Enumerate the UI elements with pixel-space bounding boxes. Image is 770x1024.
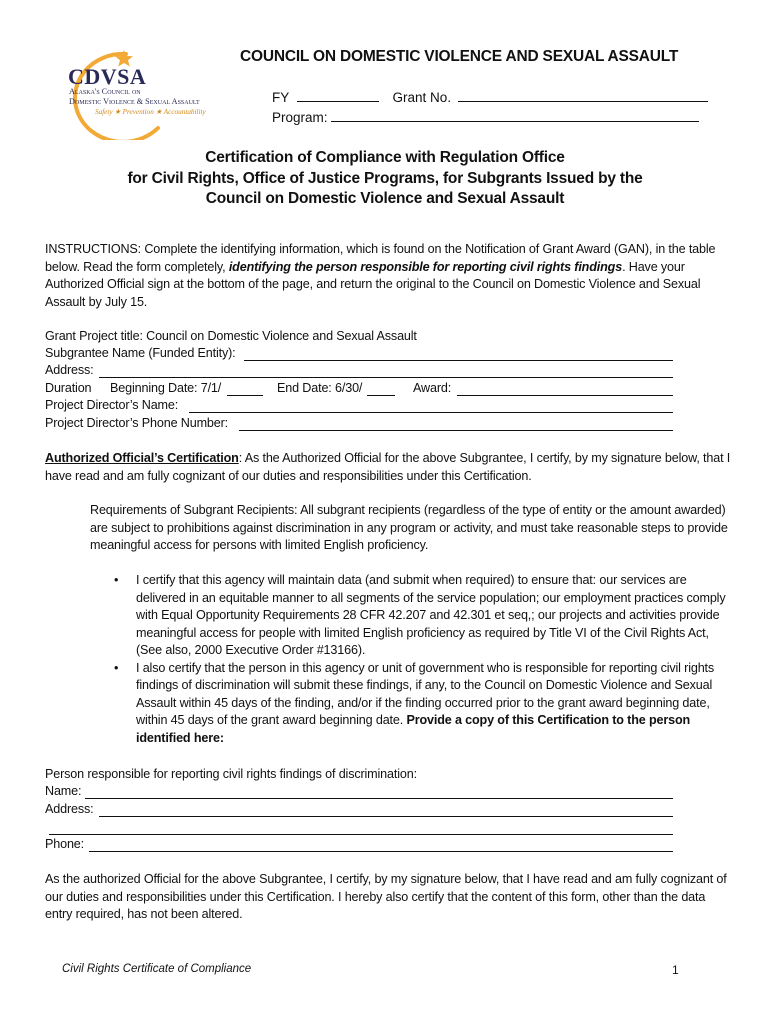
- instructions: [45, 241, 735, 311]
- bullet-1-text: I certify that this agency will maintain data (and submit when required) to ensure that: our services are delivered in an equitable manner to all segments of the service population; our employment practices comply with Equal Opportunity Requirements 28 CFR 42.207 and 42.301 et seq,; our projects and activities provide meaningful access for people with limited English proficiency as required by Title VI of the Civil Rights Act, (See also, 2000 Executive Order #13166).: [136, 573, 726, 657]
- footer-title: Civil Rights Certificate of Compliance: [62, 963, 252, 975]
- list-item: • I certify that this agency will maintain data (and submit when required) to ensure that: our services are delivered in an equitable manner to all segments of the service population; our employment practices comply with Equal Opportunity Requirements 28 CFR 42.207 and 42.301 et seq,; our projects and activities provide meaningful access for people with limited English proficiency as required by Title VI of the Civil Rights Act, (See also, 2000 Executive Order #13166).: [114, 573, 726, 657]
- award-label: Award:: [413, 381, 452, 395]
- program-label: Program:: [272, 110, 328, 125]
- person-name-field[interactable]: [85, 798, 673, 799]
- fy-field[interactable]: [297, 90, 379, 102]
- logo-line1: Alaska's Council on: [69, 87, 141, 96]
- cdvsa-logo: [58, 50, 248, 140]
- director-name-label: Project Director’s Name:: [45, 398, 179, 412]
- title-line3: Council on Domestic Violence and Sexual Assault: [205, 190, 565, 207]
- program-field[interactable]: [331, 110, 699, 122]
- title-line1: Certification of Compliance with Regulation Office: [205, 149, 565, 166]
- director-phone-field[interactable]: [239, 430, 673, 431]
- authorized-text: : As the Authorized Official for the above Subgrantee, I certify, by my signature below, that I have read and am fully cognizant of our duties and responsibilities under this Certification.: [45, 451, 731, 483]
- award-field[interactable]: [457, 395, 673, 396]
- authorized-certification: [45, 450, 735, 485]
- instructions-text: INSTRUCTIONS: Complete the identifying information, which is found on the Notification of Grant Award (GAN), in the table below. Read the form completely,: [45, 242, 716, 274]
- bullet-2-text: I also certify that the person in this agency or unit of government who is responsible for reporting civil rights findings of discrimination will submit these findings, if any, to the Council on Domestic Violence and Sexual Assault within 45 days of the finding, and/or if the finding occurred prior to the grant award beginning date, within 45 days of the grant award beginning date.: [136, 660, 715, 727]
- person-address-label: Address:: [45, 802, 94, 816]
- instructions-emphasis: identifying the person responsible for reporting civil rights findings: [228, 259, 623, 274]
- end-date-label: End Date: 6/30/: [277, 381, 363, 395]
- address-label: Address:: [45, 363, 94, 377]
- certification-title: [60, 148, 710, 210]
- logo-tagline: Safety ★ Prevention ★ Accountability: [95, 108, 206, 116]
- logo-line2: Domestic Violence & Sexual Assault: [69, 97, 200, 106]
- address-field[interactable]: [99, 377, 673, 378]
- director-phone-label: Project Director’s Phone Number:: [45, 416, 229, 430]
- requirements: Requirements of Subgrant Recipients: All subgrant recipients (regardless of the type of entity or the amount awarded) are subject to prohibitions against discrimination in any program or activity, and must take reasonable steps to provide meaningful access for persons with limited English proficiency.: [90, 503, 728, 552]
- person-address-field[interactable]: [99, 816, 673, 817]
- program-row: [272, 110, 699, 125]
- bullet-2-bold: Provide a copy of this Certification to the person identified here:: [136, 713, 691, 745]
- instructions-text-end: . Have your Authorized Official sign at the bottom of the page, and return the original to the Council on Domestic Violence and Sexual Assault by July 15.: [45, 259, 701, 309]
- grant-no-label: Grant No.: [392, 90, 452, 105]
- beginning-date-label: Beginning Date: 7/1/: [110, 381, 222, 395]
- person-phone-field[interactable]: [89, 851, 673, 852]
- fy-row: [272, 90, 708, 105]
- subgrantee-field[interactable]: [244, 360, 673, 361]
- person-name-label: Name:: [45, 784, 82, 798]
- logo-abbr: CDVSA: [68, 64, 147, 89]
- person-address-field-2[interactable]: [49, 834, 673, 835]
- org-title: COUNCIL ON DOMESTIC VIOLENCE AND SEXUAL ASSAULT: [240, 48, 679, 65]
- duration-label: Duration: [45, 381, 92, 395]
- project-title: Grant Project title: Council on Domestic Violence and Sexual Assault: [45, 329, 417, 343]
- director-name-field[interactable]: [189, 412, 673, 413]
- subgrantee-label: Subgrantee Name (Funded Entity):: [45, 346, 236, 360]
- closing-statement: As the authorized Official for the above Subgrantee, I certify, by my signature below, that I have read and am fully cognizant of our duties and responsibilities under this Certification. I hereby also certify that the content of this form, other than the data entry required, has not been altered.: [45, 872, 727, 921]
- person-phone-label: Phone:: [45, 837, 85, 851]
- list-item: • I also certify that the person in this agency or unit of government who is responsible for reporting civil rights findings of discrimination will submit these findings, if any, to the Council on Domestic Violence and Sexual Assault within 45 days of the finding, and/or if the finding occurred prior to the grant award beginning date, within 45 days of the grant award beginning date. Provide a copy of this Certification to the person identified here:: [114, 660, 715, 745]
- end-date-field[interactable]: [367, 395, 395, 396]
- title-line2: for Civil Rights, Office of Justice Programs, for Subgrants Issued by the: [127, 169, 643, 187]
- beginning-date-field[interactable]: [227, 395, 263, 396]
- certification-bullets: [108, 572, 728, 747]
- logo-subtitle: [69, 87, 200, 107]
- person-heading: Person responsible for reporting civil rights findings of discrimination:: [45, 767, 417, 781]
- grant-no-field[interactable]: [458, 90, 708, 102]
- page-number: 1: [672, 963, 679, 977]
- fy-label: FY: [272, 90, 290, 105]
- authorized-heading: Authorized Official’s Certification: [45, 451, 239, 465]
